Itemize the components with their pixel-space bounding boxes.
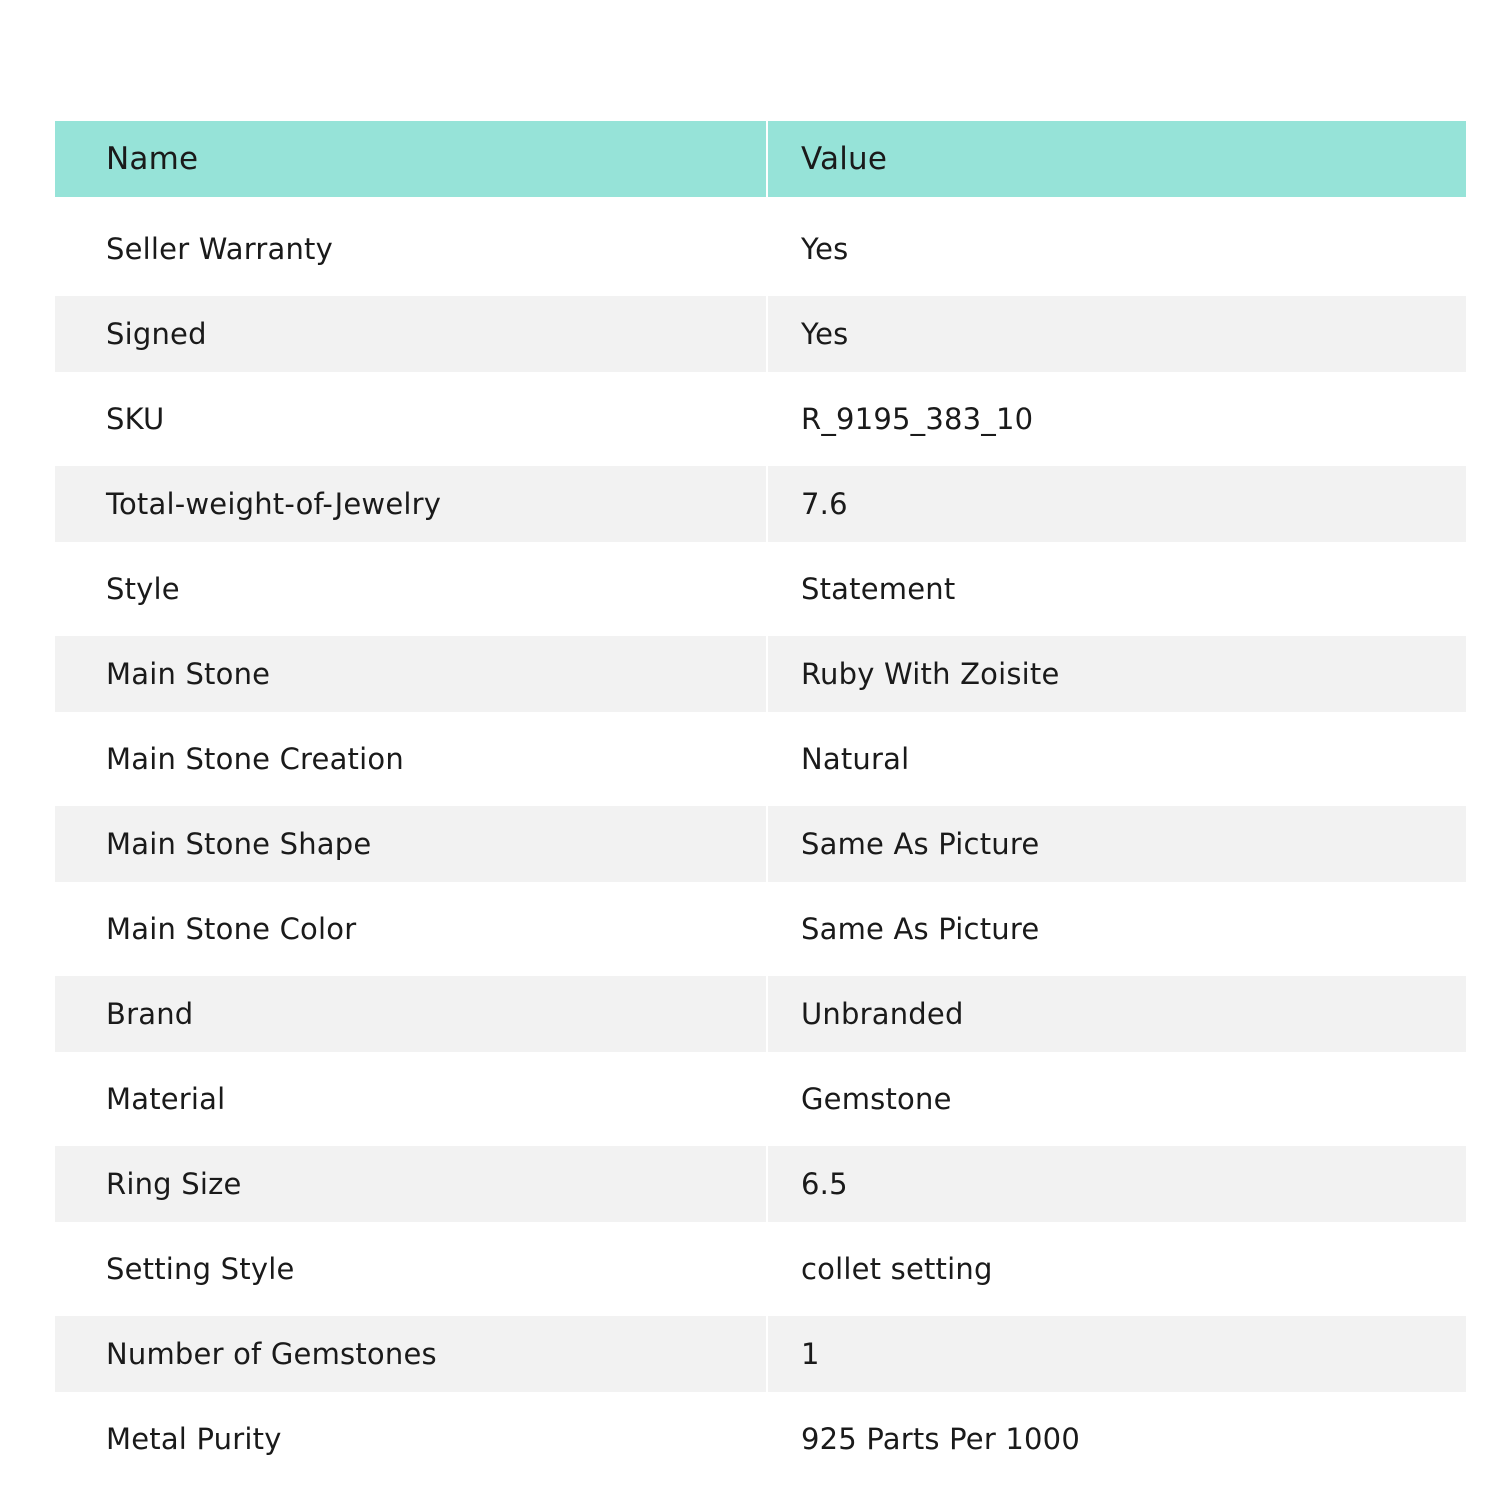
row-value-cell: 6.5 [768,1146,1466,1222]
column-header-name: Name [55,121,766,197]
row-name-cell: Setting Style [106,1251,295,1286]
row-name-cell: Number of Gemstones [55,1316,766,1392]
row-value-cell: Same As Picture [801,911,1040,946]
table-row [55,546,1466,631]
row-name-cell: Style [106,571,180,606]
column-header-value: Value [768,121,1466,197]
table-row [55,206,1466,291]
row-value-cell: Yes [768,296,1466,372]
row-name-cell: Ring Size [55,1146,766,1222]
row-value-cell: Unbranded [768,976,1466,1052]
row-value-cell: Yes [801,231,849,266]
row-value-cell: Statement [801,571,956,606]
row-name-cell: SKU [106,401,165,436]
row-name-cell: Metal Purity [106,1421,282,1456]
table-row [55,1311,1466,1396]
row-value-cell: 7.6 [768,466,1466,542]
row-value-cell: Ruby With Zoisite [768,636,1466,712]
row-name-cell: Seller Warranty [106,231,333,266]
row-value-cell: Same As Picture [768,806,1466,882]
table-row [55,1396,1466,1481]
row-name-cell: Main Stone Creation [106,741,404,776]
row-name-cell: Total-weight-of-Jewelry [55,466,766,542]
table-row [55,376,1466,461]
row-name-cell: Main Stone [55,636,766,712]
table-row [55,1141,1466,1226]
table-row [55,461,1466,546]
row-value-cell: collet setting [801,1251,993,1286]
table-row [55,971,1466,1056]
table-row [55,631,1466,716]
table-row [55,716,1466,801]
table-header-row [55,121,1466,197]
table-row [55,1226,1466,1311]
row-name-cell: Brand [55,976,766,1052]
table-row [55,291,1466,376]
row-name-cell: Main Stone Color [106,911,357,946]
row-name-cell: Main Stone Shape [55,806,766,882]
row-name-cell: Material [106,1081,226,1116]
row-name-cell: Signed [55,296,766,372]
row-value-cell: Natural [801,741,910,776]
row-value-cell: Gemstone [801,1081,952,1116]
table-row [55,1056,1466,1141]
row-value-cell: 925 Parts Per 1000 [801,1421,1080,1456]
table-row [55,886,1466,971]
table-row [55,801,1466,886]
row-value-cell: 1 [768,1316,1466,1392]
row-value-cell: R_9195_383_10 [801,401,1034,436]
specifications-table [55,121,1466,1481]
